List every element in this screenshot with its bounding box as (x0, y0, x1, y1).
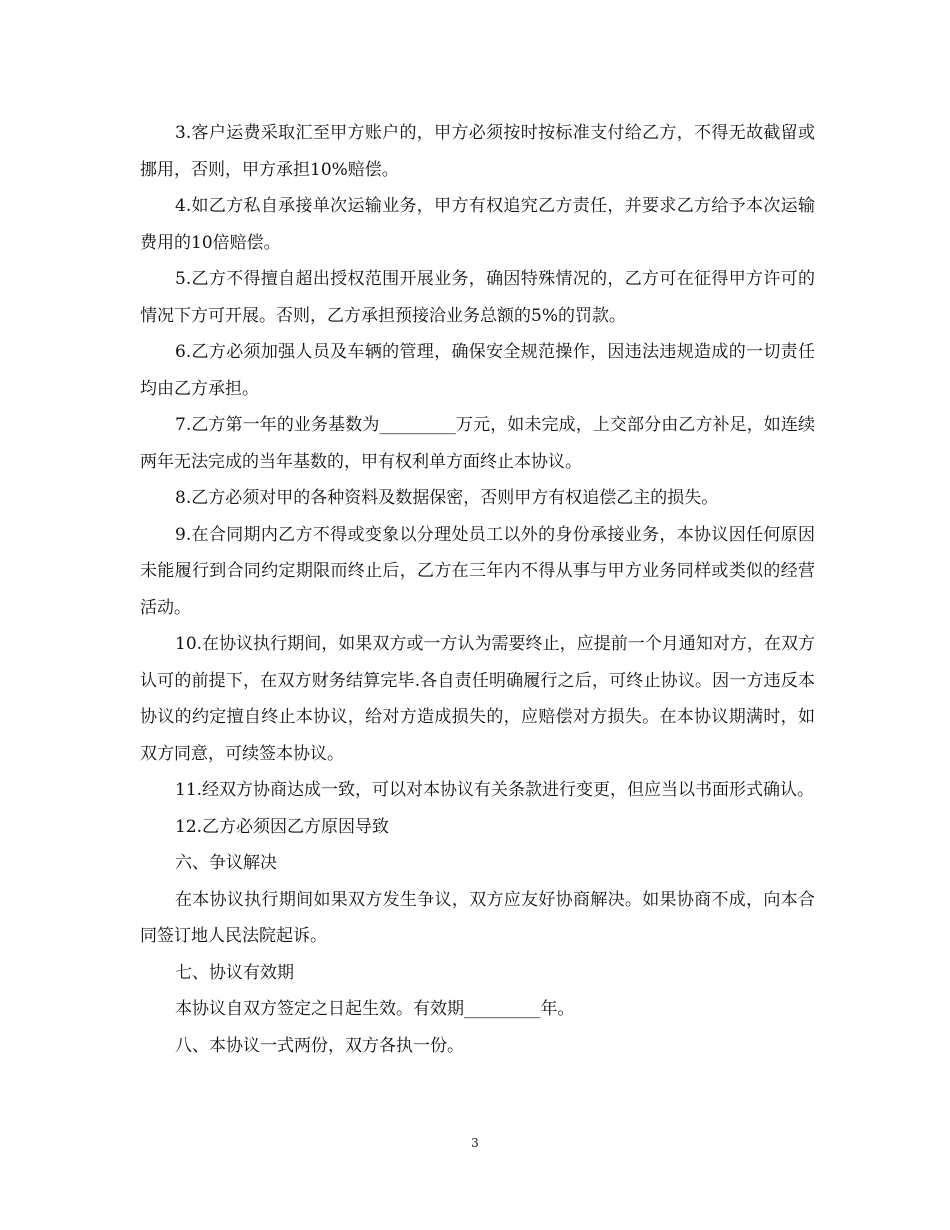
clause-3-paragraph (140, 115, 815, 188)
clause-12-text: 12.乙方必须因乙方原因导致 (175, 816, 390, 837)
page-number: 3 (471, 1136, 479, 1150)
section-6-heading-text: 六、争议解决 (175, 853, 277, 873)
clause-4-paragraph (140, 188, 815, 261)
clause-5-text: 5.乙方不得擅自超出授权范围开展业务，确因特殊情况的，乙方可在征得甲方许可的情况下方可开展。否则，乙方承担预接洽业务总额的5%的罚款。 (140, 269, 815, 326)
clause-6-paragraph (140, 334, 815, 407)
document-body (140, 115, 815, 1064)
clause-10-text: 10.在协议执行期间，如果双方或一方认为需要终止，应提前一个月通知对方，在双方认可的前提下，在双方财务结算完毕.各自责任明确履行之后，可终止协议。因一方违反本协议的约定擅自终止本协议，给对方造成损失的，应赔偿对方损失。在本协议期满时，如双方同意，可续签本协议。 (140, 634, 815, 764)
clause-9-text: 9.在合同期内乙方不得或变象以分理处员工以外的身份承接业务，本协议因任何原因未能履行到合同约定期限而终止后，乙方在三年内不得从事与甲方业务同样或类似的经营活动。 (140, 524, 815, 618)
section-6-heading (140, 845, 815, 882)
section-8-heading-text: 八、本协议一式两份，双方各执一份。 (175, 1035, 464, 1056)
validity-paragraph (140, 991, 815, 1028)
dispute-resolution-text: 在本协议执行期间如果双方发生争议，双方应友好协商解决。如果协商不成，向本合同签订地人民法院起诉。 (140, 889, 815, 946)
clause-3-text: 3.客户运费采取汇至甲方账户的，甲方必须按时按标准支付给乙方，不得无故截留或挪用，否则，甲方承担10%赔偿。 (140, 123, 815, 180)
clause-10-paragraph (140, 626, 815, 772)
clause-8-text: 8.乙方必须对甲的各种资料及数据保密，否则甲方有权追偿乙主的损失。 (175, 488, 719, 508)
validity-text: 本协议自双方签定之日起生效。有效期_________年。 (175, 999, 575, 1019)
clause-7-text: 7.乙方第一年的业务基数为_________万元，如未完成，上交部分由乙方补足，如连续两年无法完成的当年基数的，甲有权利单方面终止本协议。 (140, 415, 815, 472)
section-8-heading (140, 1028, 815, 1065)
clause-9-paragraph (140, 517, 815, 627)
clause-7-paragraph (140, 407, 815, 480)
clause-4-text: 4.如乙方私自承接单次运输业务，甲方有权追究乙方责任，并要求乙方给予本次运输费用的10倍赔偿。 (140, 196, 815, 253)
section-7-heading (140, 955, 815, 992)
clause-5-paragraph (140, 261, 815, 334)
clause-11-text: 11.经双方协商达成一致，可以对本协议有关条款进行变更，但应当以书面形式确认。 (175, 780, 815, 800)
clause-11-paragraph (140, 772, 815, 809)
clause-6-text: 6.乙方必须加强人员及车辆的管理，确保安全规范操作，因违法违规造成的一切责任均由乙方承担。 (140, 342, 815, 399)
clause-8-paragraph (140, 480, 815, 517)
section-7-heading-text: 七、协议有效期 (175, 962, 294, 983)
clause-12-paragraph (140, 809, 815, 846)
dispute-resolution-paragraph (140, 882, 815, 955)
